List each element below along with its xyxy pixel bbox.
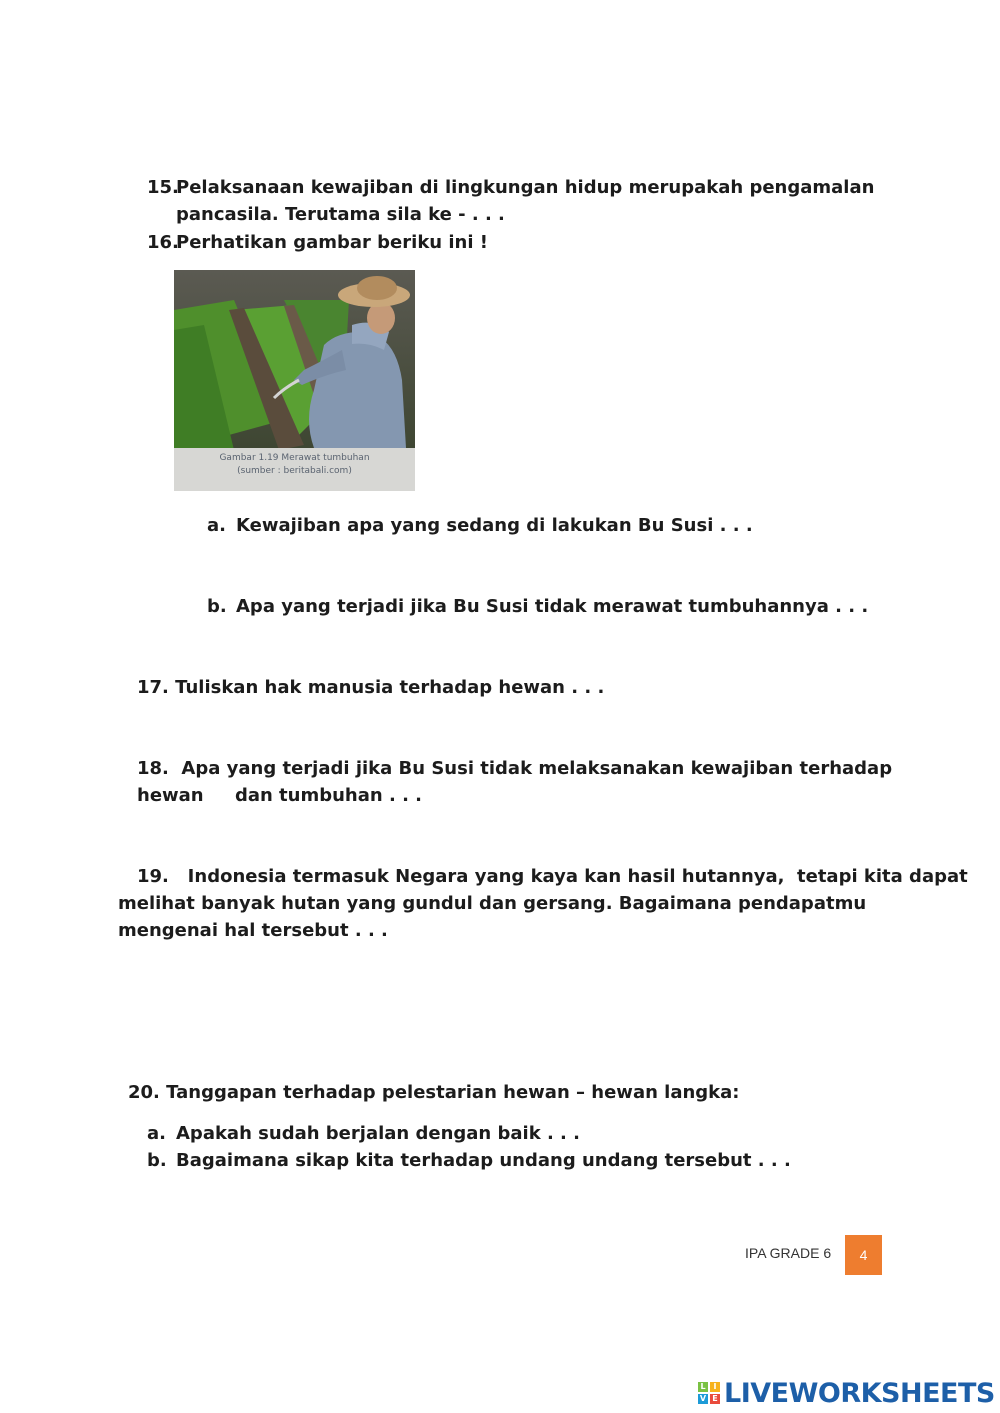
question-20a-text: Apakah sudah berjalan dengan baik . . .: [176, 1123, 580, 1144]
question-16b-letter: b.: [207, 596, 227, 617]
page-number: 4: [845, 1235, 882, 1275]
question-20a: [147, 1120, 580, 1147]
question-20b-text: Bagaimana sikap kita terhadap undang undang tersebut . . .: [176, 1150, 791, 1171]
liveworksheets-logo: [698, 1378, 995, 1408]
question-18-line1: 18. Apa yang terjadi jika Bu Susi tidak melaksanakan kewajiban terhadap: [137, 758, 893, 779]
photo-caption-title: Gambar 1.19 Merawat tumbuhan: [219, 453, 370, 463]
question-15-number: 15.: [147, 177, 179, 198]
logo-mark-letter: L: [698, 1382, 708, 1392]
question-15-line1: [147, 174, 874, 201]
question-16b: [207, 593, 868, 620]
question-16-text: Perhatikan gambar beriku ini !: [176, 232, 488, 253]
gardening-photo: [174, 270, 415, 491]
photo-caption-source: (sumber : beritabali.com): [237, 466, 352, 476]
liveworksheets-logo-text: LIVEWORKSHEETS: [724, 1377, 995, 1409]
question-19-line2: melihat banyak hutan yang gundul dan gersang. Bagaimana pendapatmu: [118, 893, 867, 914]
question-16: [147, 229, 488, 256]
question-17: 17. Tuliskan hak manusia terhadap hewan . . .: [137, 677, 605, 698]
question-16a: [207, 512, 753, 539]
question-20b-letter: b.: [147, 1150, 167, 1171]
question-16b-text: Apa yang terjadi jika Bu Susi tidak merawat tumbuhannya . . .: [236, 596, 869, 617]
logo-mark-letter: I: [710, 1382, 720, 1392]
question-20b: [147, 1147, 791, 1174]
question-19-line1: 19. Indonesia termasuk Negara yang kaya kan hasil hutannya, tetapi kita dapat: [137, 866, 968, 887]
photo-caption: [174, 448, 415, 491]
question-16a-letter: a.: [207, 515, 226, 536]
question-16-number: 16.: [147, 232, 179, 253]
footer-label: IPA GRADE 6: [745, 1245, 832, 1261]
liveworksheets-logo-icon: [698, 1382, 720, 1404]
question-15-line2: pancasila. Terutama sila ke - . . .: [176, 204, 505, 225]
question-15-text: Pelaksanaan kewajiban di lingkungan hidup merupakah pengamalan: [176, 177, 875, 198]
question-20a-letter: a.: [147, 1123, 166, 1144]
logo-mark-letter: V: [699, 1394, 707, 1403]
question-18-line2: hewan dan tumbuhan . . .: [137, 785, 423, 806]
gardening-photo-illustration: [174, 270, 415, 450]
question-19-line3: mengenai hal tersebut . . .: [118, 920, 388, 941]
question-16a-text: Kewajiban apa yang sedang di lakukan Bu Susi . . .: [236, 515, 753, 536]
question-20: 20. Tanggapan terhadap pelestarian hewan – hewan langka:: [128, 1082, 740, 1103]
logo-mark-letter: E: [710, 1394, 720, 1404]
